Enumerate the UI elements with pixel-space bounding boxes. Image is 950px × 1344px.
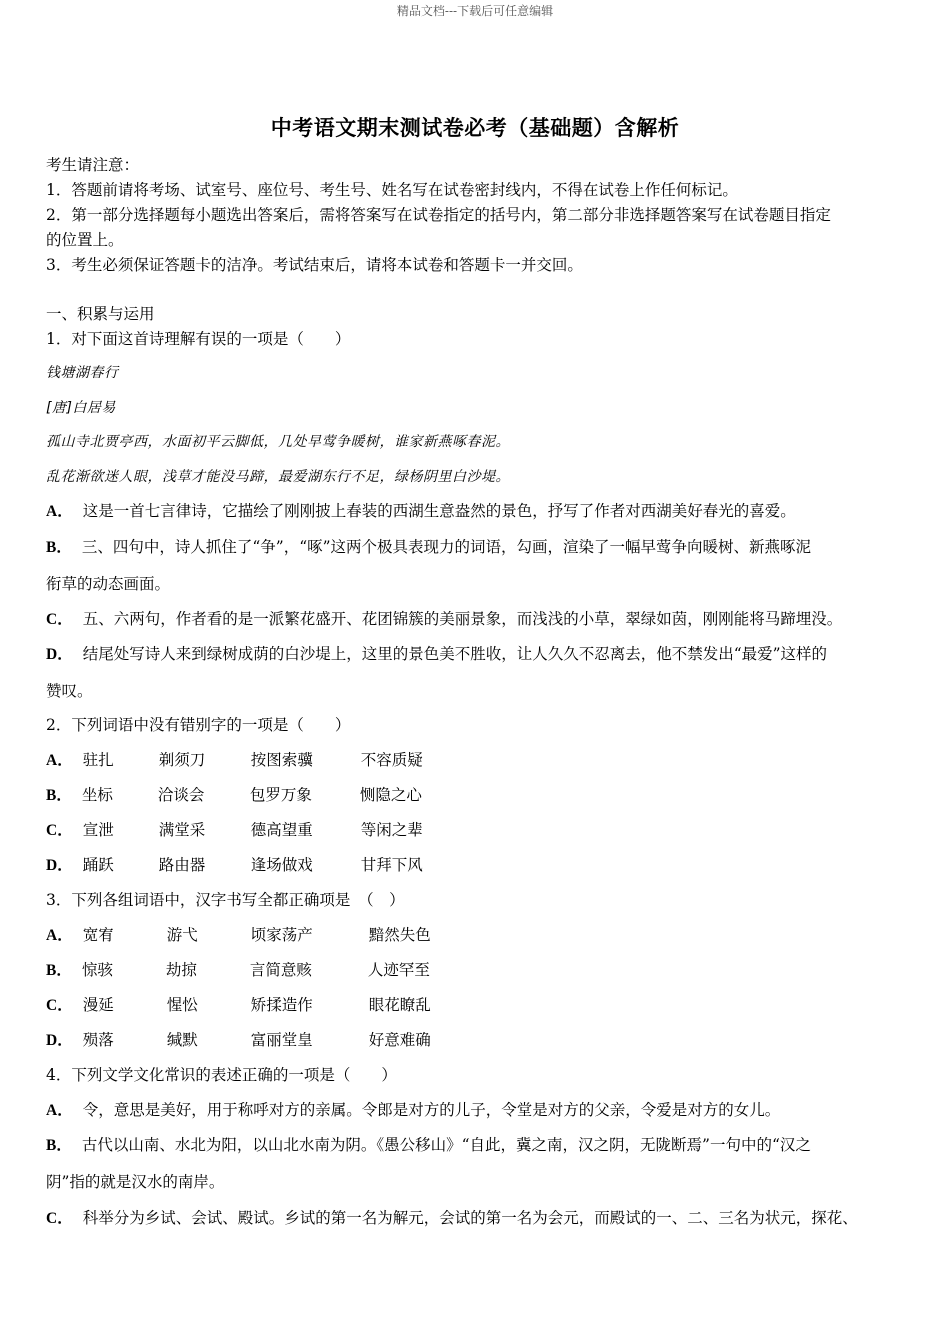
word: 惺忪 xyxy=(166,996,198,1014)
word: 洽谈会 xyxy=(157,786,205,804)
q4-stem: 4．下列文学文化常识的表述正确的一项是（ ） xyxy=(46,1066,397,1084)
word: 不容质疑 xyxy=(360,751,423,769)
notice-item-3: 3．考生必须保证答题卡的洁净。考试结束后，请将本试卷和答题卡一并交回。 xyxy=(46,256,583,274)
q2-option-b xyxy=(46,783,422,805)
option-letter: B． xyxy=(46,787,72,804)
word: 惊骇 xyxy=(81,961,113,979)
option-letter: C． xyxy=(46,997,73,1014)
word: 黯然失色 xyxy=(368,926,431,944)
q3-option-a xyxy=(46,923,431,945)
option-text: 古代以山南、水北为阳，以山北水南为阴。《愚公移山》“自此，冀之南，汉之阴，无陇断焉”一句中的“汉之 xyxy=(81,1136,811,1154)
poem-title: 钱塘湖春行 xyxy=(46,365,119,381)
q2-option-d xyxy=(46,853,423,875)
q2-stem: 2．下列词语中没有错别字的一项是（ ） xyxy=(46,716,351,734)
option-text: 五、六两句，作者看的是一派繁花盛开、花团锦簇的美丽景象，而浅浅的小草，翠绿如茵，刚刚能将马蹄埋没。 xyxy=(82,610,843,628)
poem-line-1: 孤山寺北贾亭西，水面初平云脚低，几处早莺争暖树，谁家新燕啄春泥。 xyxy=(46,434,510,450)
q2-option-a xyxy=(46,748,423,770)
option-text: 科举分为乡试、会试、殿试。乡试的第一名为解元，会试的第一名为会元，而殿试的一、二、三名为状元，探花、 xyxy=(82,1209,858,1227)
option-letter: D． xyxy=(46,646,73,663)
option-letter: D． xyxy=(46,1032,73,1049)
notice-item-1: 1．答题前请将考场、试室号、座位号、考生号、姓名写在试卷密封线内，不得在试卷上作任何标记。 xyxy=(46,181,738,199)
q4-option-a xyxy=(46,1098,780,1120)
q1-stem: 1．对下面这首诗理解有误的一项是（ ） xyxy=(46,330,351,348)
word: 宽宥 xyxy=(82,926,114,944)
word: 劫掠 xyxy=(165,961,197,979)
document-title: 中考语文期末测试卷必考（基础题）含解析 xyxy=(270,115,680,140)
word: 殒落 xyxy=(82,1031,114,1049)
q3-option-b xyxy=(46,958,430,980)
word: 按图索骥 xyxy=(250,751,313,769)
section-heading: 一、积累与运用 xyxy=(46,305,155,323)
option-text: 令，意思是美好，用于称呼对方的亲属。令郎是对方的儿子，令堂是对方的父亲，令爱是对方的女儿。 xyxy=(82,1101,781,1119)
notice-heading: 考生请注意： xyxy=(46,156,140,174)
word: 逢场做戏 xyxy=(250,856,313,874)
option-text: 结尾处写诗人来到绿树成荫的白沙堤上，这里的景色美不胜收，让人久久不忍离去，他不禁发出“最爱”这样的 xyxy=(82,645,828,663)
option-letter: C． xyxy=(46,611,73,628)
word: 顷家荡产 xyxy=(250,926,313,944)
word: 富丽堂皇 xyxy=(250,1031,313,1049)
q1-option-d xyxy=(46,642,827,664)
option-letter: A． xyxy=(46,503,73,520)
word: 坐标 xyxy=(81,786,113,804)
option-letter: C． xyxy=(46,1210,73,1227)
word: 包罗万象 xyxy=(249,786,312,804)
word: 德高望重 xyxy=(250,821,313,839)
q4-option-c xyxy=(46,1206,858,1228)
option-letter: B． xyxy=(46,539,72,556)
option-letter: D． xyxy=(46,857,73,874)
q1-option-b xyxy=(46,535,811,557)
word: 甘拜下风 xyxy=(360,856,423,874)
option-letter: A． xyxy=(46,927,73,944)
option-text: 三、四句中，诗人抓住了“争”，“啄”这两个极具表现力的词语，勾画，渲染了一幅早莺争向暖树、新燕啄泥 xyxy=(81,538,812,556)
word: 好意难确 xyxy=(368,1031,431,1049)
option-letter: B． xyxy=(46,962,72,979)
q4-option-b xyxy=(46,1133,811,1155)
poem-line-2: 乱花渐欲迷人眼，浅草才能没马蹄，最爱湖东行不足，绿杨阴里白沙堤。 xyxy=(46,469,510,485)
word: 游弋 xyxy=(166,926,198,944)
word: 言简意赅 xyxy=(249,961,312,979)
word: 矫揉造作 xyxy=(250,996,313,1014)
word: 眼花瞭乱 xyxy=(368,996,431,1014)
option-text: 这是一首七言律诗，它描绘了刚刚披上春装的西湖生意盎然的景色，抒写了作者对西湖美好春光的喜爱。 xyxy=(82,502,796,520)
word: 踊跃 xyxy=(82,856,114,874)
word: 人迹罕至 xyxy=(367,961,430,979)
q3-option-c xyxy=(46,993,431,1015)
option-letter: B． xyxy=(46,1137,72,1154)
page-header: 精品文档---下载后可任意编辑 xyxy=(396,4,554,18)
notice-item-2-cont: 的位置上。 xyxy=(46,231,124,249)
word: 漫延 xyxy=(82,996,114,1014)
option-letter: C． xyxy=(46,822,73,839)
q1-option-d-cont: 赞叹。 xyxy=(46,682,93,700)
word: 恻隐之心 xyxy=(359,786,422,804)
q1-option-c xyxy=(46,607,842,629)
poem-author: [唐]白居易 xyxy=(46,400,116,416)
q2-option-c xyxy=(46,818,423,840)
option-letter: A． xyxy=(46,752,73,769)
q3-option-d xyxy=(46,1028,431,1050)
word: 路由器 xyxy=(158,856,206,874)
word: 宣泄 xyxy=(82,821,114,839)
word: 剃须刀 xyxy=(158,751,206,769)
q1-option-a xyxy=(46,499,796,521)
q3-stem: 3．下列各组词语中，汉字书写全都正确项是 （ ） xyxy=(46,891,405,909)
word: 驻扎 xyxy=(82,751,114,769)
word: 缄默 xyxy=(166,1031,198,1049)
option-letter: A． xyxy=(46,1102,73,1119)
notice-item-2: 2．第一部分选择题每小题选出答案后，需将答案写在试卷指定的括号内，第二部分非选择题答案写在试卷题目指定 xyxy=(46,206,831,224)
word: 满堂采 xyxy=(158,821,206,839)
q1-option-b-cont: 衔草的动态画面。 xyxy=(46,575,171,593)
word: 等闲之辈 xyxy=(360,821,423,839)
q4-option-b-cont: 阴”指的就是汉水的南岸。 xyxy=(46,1173,225,1191)
